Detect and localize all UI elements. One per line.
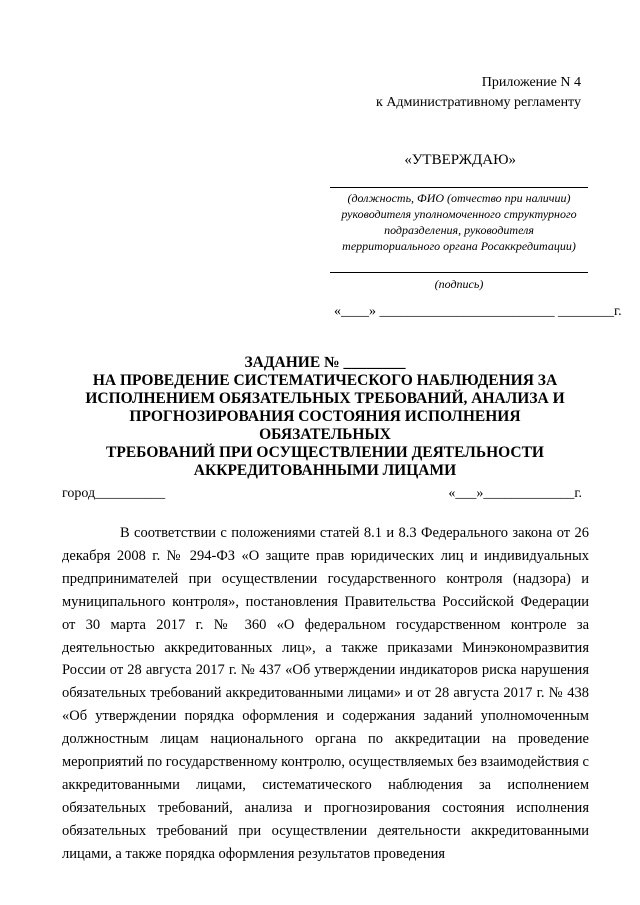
title-line-5: ТРЕБОВАНИЙ ПРИ ОСУЩЕСТВЛЕНИИ ДЕЯТЕЛЬНОСТИ (106, 444, 544, 461)
position-note (320, 190, 598, 254)
document-title (70, 354, 580, 480)
title-line-1: ЗАДАНИЕ № ________ (244, 354, 406, 371)
title-line-2: НА ПРОВЕДЕНИЕ СИСТЕМАТИЧЕСКОГО НАБЛЮДЕНИЯ ЗА (92, 372, 558, 389)
body-paragraph: В соответствии с положениями статей 8.1 и 8.3 Федерального закона от 26 декабря 2008 г. № 294-ФЗ «О защите прав юридических лиц и индивидуальных предпринимателей при осуществлении государственного контроля (надзора) и муниципального контроля», постановления Правительства Российской Федерации от 30 марта 2017 г. № 360 «О федеральном государственном контроле за деятельностью аккредитованных лиц», а также приказами Минэкономразвития России от 28 августа 2017 г. № 437 «Об утверждении индикаторов риска нарушения обязательных требований аккредитованными лицами» и от 28 августа 2017 г. № 438 «Об утверждении порядка оформления и содержания заданий уполномоченным должностным лицам национального органа по аккредитации на проведение мероприятий по государственному контролю, осуществляемых без взаимодействия с аккредитованными лицами, систематического наблюдения за исполнением обязательных требований, анализа и прогнозирования состояния исполнения обязательных требований при осуществлении деятельности аккредитованными лицами, а также порядка оформления результатов проведения (62, 525, 589, 862)
signature-note: (подпись) (434, 277, 484, 291)
position-line (330, 187, 588, 188)
title-line-4: ПРОГНОЗИРОВАНИЯ СОСТОЯНИЯ ИСПОЛНЕНИЯ ОБЯЗАТЕЛЬНЫХ (129, 408, 521, 443)
title-line-3: ИСПОЛНЕНИЕМ ОБЯЗАТЕЛЬНЫХ ТРЕБОВАНИЙ, АНАЛИЗА И (85, 390, 565, 407)
title-line-6: АККРЕДИТОВАННЫМИ ЛИЦАМИ (193, 462, 457, 479)
body-text (62, 522, 589, 866)
city-field: город__________ (62, 486, 166, 501)
signature-line (330, 272, 588, 273)
position-note-line-2: руководителя уполномоченного структурного (341, 207, 577, 221)
approval-date-line: «____» _________________________ ________г. (334, 304, 622, 319)
position-note-line-1: (должность, ФИО (отчество при наличии) (347, 191, 571, 205)
position-note-line-3: подразделения, руководителя (384, 223, 534, 237)
appendix-number: Приложение N 4 (481, 75, 581, 90)
position-note-line-4: территориального органа Росаккредитации) (342, 239, 576, 253)
task-date-field: «___»_____________г. (448, 486, 582, 501)
approve-stamp: «УТВЕРЖДАЮ» (404, 152, 516, 168)
appendix-regulation: к Административному регламенту (376, 95, 581, 110)
